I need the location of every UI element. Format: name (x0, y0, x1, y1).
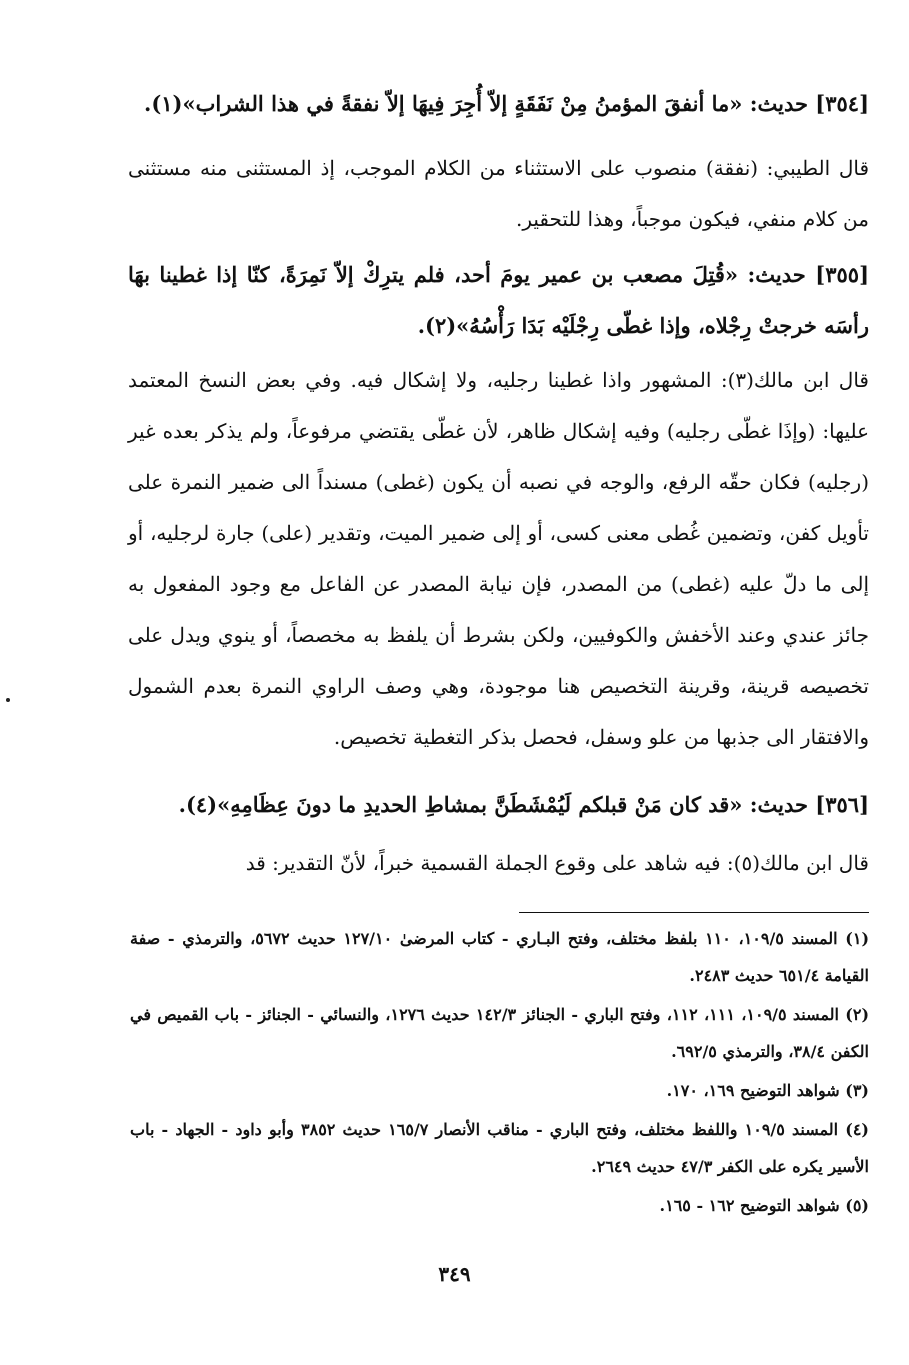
footnote-divider (519, 912, 869, 913)
commentary-ibn-malik-2: قال ابن مالك(٥): فيه شاهد على وقوع الجملة القسمية خبراً، لأنّ التقدير: قد (245, 851, 869, 875)
hadith-355: [٣٥٥] حديث: «قُتِلَ مصعب بن عمير يومَ أحد، فلم يترِكْ إلاّ نَمِرَةً، كنّا إذا غطينا بهَا رأسَه خرجتْ رِجْلاه، وإذا غطّى رِجْلَيْه بَدَا رَأْسُهُ»(٢). (128, 262, 869, 338)
commentary-ibn-malik-1: قال ابن مالك(٣): المشهور واذا غطينا رجليه، ولا إشكال فيه. وفي بعض النسخ المعتمد عليها: (وإذَا غطّى رجليه) وفيه إشكال ظاهر، لأن غطّى يقتضي مرفوعاً، ولم يذكر بعده غير (رجليه) فكان حقّه الرفع، والوجه في نصبه أن يكون (غطى) مسنداً الى ضمير النمرة على تأويل كفن، وتضمين غُطى معنى كسى، أو إلى ضمير الميت، وتقدير (على) جارة لرجليه، أو إلى ما دلّ عليه (غطى) من المصدر، فإن نيابة المصدر عن الفاعل مع وجود المفعول به جائز عندي وعند الأخفش والكوفيين، ولكن بشرط أن يلفظ به مخصصاً، أو ينوي ويدل على تخصيصه قرينة، وقرينة التخصيص هنا موجودة، وهي وصف الراوي النمرة بعدم الشمول والافتقار الى جذبها من علو وسفل، فحصل بذكر التغطية تخصيص. (128, 368, 869, 749)
footnote-2: (٢) المسند ١٠٩/٥، ١١١، ١١٢، وفتح الباري - الجنائز ١٤٢/٣ حديث ١٢٧٦، والنسائي - الجنائز - باب القميص في الكفن ٣٨/٤، والترمذي ٦٩٢/٥. (130, 1005, 870, 1061)
footnote-5: (٥) شواهد التوضيح ١٦٢ - ١٦٥. (659, 1196, 869, 1215)
scan-speck (6, 698, 10, 702)
footnote-3: (٣) شواهد التوضيح ١٦٩، ١٧٠. (666, 1081, 869, 1100)
hadith-354: [٣٥٤] حديث: «ما أنفقَ المؤمنُ مِنْ نَفَقَةٍ إلاّ أُجِرَ فِيهَا إلاّ نفقةً في هذا الشراب»(١). (144, 91, 869, 116)
commentary-tibi: قال الطيبي: (نفقة) منصوب على الاستثناء من الكلام الموجب، إذ المستثنى منه مستثنى من كلام منفي، فيكون موجباً، وهذا للتحقير. (128, 156, 869, 231)
footnote-1: (١) المسند ١٠٩/٥، ١١٠ بلفظ مختلف، وفتح البـاري - كتاب المرضىٰ ١٢٧/١٠ حديث ٥٦٧٢، والترمذي - صفة القيامة ٦٥١/٤ حديث ٢٤٨٣. (130, 929, 870, 985)
main-text (128, 78, 869, 889)
footnotes (130, 920, 869, 1224)
hadith-356: [٣٥٦] حديث: «قد كان مَنْ قبلكم لَيُمْشَطَنَّ بمشاطِ الحديدِ ما دونَ عِظَامِهِ»(٤). (178, 792, 869, 817)
footnote-4: (٤) المسند ١٠٩/٥ واللفظ مختلف، وفتح الباري - مناقب الأنصار ١٦٥/٧ حديث ٣٨٥٢ وأبو داود - الجهاد - باب الأسير يكره على الكفر ٤٧/٣ حديث ٢٦٤٩. (130, 1120, 869, 1176)
page-number: ٣٤٩ (438, 1262, 471, 1286)
